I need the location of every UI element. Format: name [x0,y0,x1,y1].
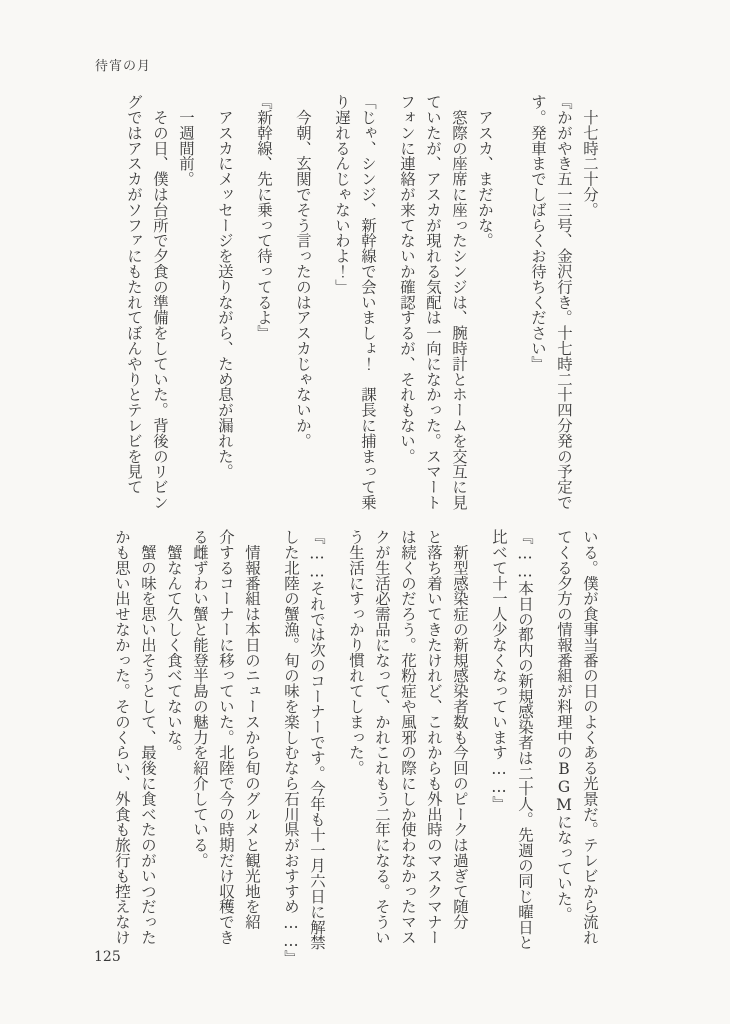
text-line: 今朝、玄関でそう言ったのはアスカじゃないか。 [294,94,312,449]
text-line: は続くのだろう。花粉症や風邪の際にしか使わなかったマス [399,529,417,945]
text-line: 十七時二十分。 [581,94,599,218]
text-line: てくる夕方の情報番組が料理中のBGMになっていた。 [555,529,573,922]
text-line: 「じゃ、シンジ、新幹線で会いましょ！ 課長に捕まって乗 [359,94,377,510]
text-line: り遅れるんじゃないわよ！」 [333,94,351,295]
text-line: フォンに連絡が来てないか確認するが、それもない。 [398,94,416,464]
lower-text-block [109,529,603,966]
text-line: す。発車までしばらくお待ちください』 [529,94,547,372]
text-line: 情報番組は本日のニュースから旬のグルメと観光地を紹 [243,529,261,930]
text-line: かも思い出せなかった。そのくらい、外食も旅行も控えなけ [113,529,131,945]
text-line: クが生活必需品になって、かれこれもう二年になる。そうい [373,529,391,945]
text-line: 『かがやき五一三号、金沢行き。十七時二十四分発の予定で [555,94,573,510]
text-line: 新型感染症の新規感染者数も今回のピークは過ぎて随分 [451,529,469,930]
text-line: 『新幹線、先に乗って待ってるよ』 [255,94,273,341]
text-line: 蟹なんて久しく食べてないな。 [165,529,183,760]
text-line: いる。僕が食事当番の日のよくある光景だ。テレビから流れ [581,529,599,945]
upper-text-block [121,94,603,510]
running-header: 待宵の月 [95,59,152,74]
text-line: 窓際の座席に座ったシンジは、腕時計とホームを交互に見 [450,94,468,510]
text-line: と落ち着いてきたけれど、これからも外出時のマスクマナー [425,529,443,945]
text-line: る雌ずわい蟹と能登半島の魅力を紹介している。 [191,529,209,868]
text-line: アスカ、まだかな。 [476,94,494,248]
text-line: 蟹の味を思い出そうとして、最後に食べたのがいつだった [139,529,157,945]
page-number: 125 [94,949,121,965]
text-line: した北陸の蟹漁。旬の味を楽しむなら石川県がおすすめ……』 [282,529,300,966]
text-line: 『……それでは次のコーナーです。今年も十一月六日に解禁 [308,529,326,950]
text-line: 比べて十一人少なくなっています……』 [490,529,508,812]
text-line: アスカにメッセージを送りながら、ため息が漏れた。 [216,94,234,479]
text-line: 一週間前。 [177,94,195,187]
text-line: う生活にすっかり慣れてしまった。 [347,529,365,776]
text-line: その日、僕は台所で夕食の準備をしていた。背後のリビン [151,94,169,510]
text-line: ていたが、アスカが現れる気配は一向になかった。スマート [424,94,442,510]
text-line: 介するコーナーに移っていた。北陸で今の時期だけ収穫でき [217,529,235,945]
text-line: グではアスカがソファにもたれてぼんやりとテレビを見て [125,94,143,495]
text-line: 『……本日の都内の新規感染者は二十人。先週の同じ曜日と [516,529,534,950]
